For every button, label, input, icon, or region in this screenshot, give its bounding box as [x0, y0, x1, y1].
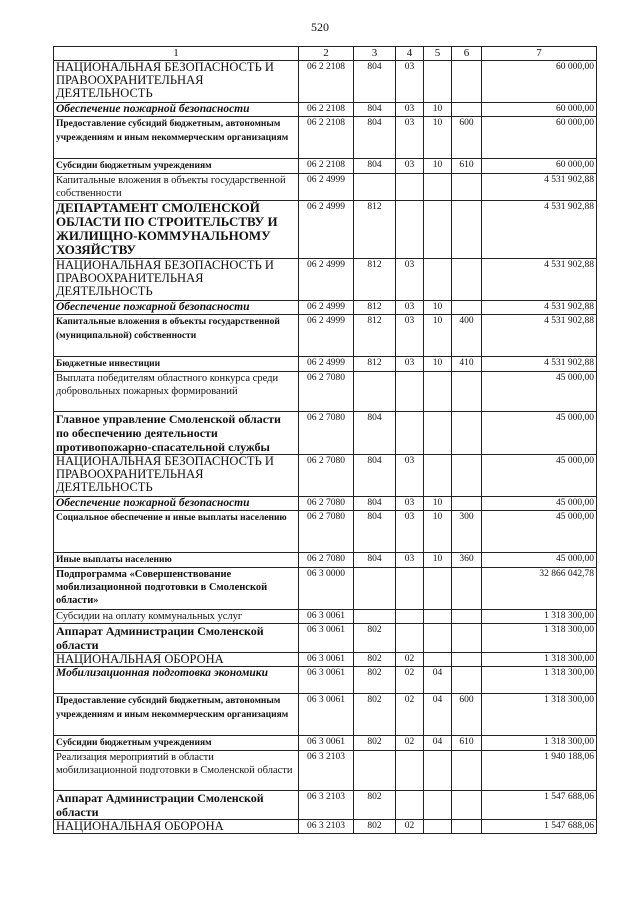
row-section-cell: [396, 201, 424, 259]
row-name-cell: Реализация мероприятий в области мобилизационной подготовки в Смоленской области: [54, 751, 299, 791]
row-subsection-cell: [424, 455, 452, 497]
row-subsection-cell: 10: [424, 497, 452, 511]
row-grbs-cell: 812: [354, 357, 396, 372]
row-subsection-cell: 10: [424, 553, 452, 568]
table-row: [54, 117, 597, 159]
row-grbs-cell: 812: [354, 301, 396, 315]
row-grbs-cell: [354, 610, 396, 624]
row-amount-cell: 32 866 042,78: [482, 568, 597, 610]
row-grbs-cell: 804: [354, 412, 396, 455]
row-expense-type-cell: [452, 751, 482, 791]
row-code-cell: 06 3 2103: [299, 791, 354, 820]
row-section-cell: [396, 610, 424, 624]
table-row: [54, 791, 597, 820]
row-expense-type-cell: [452, 103, 482, 117]
row-section-cell: [396, 791, 424, 820]
row-subsection-cell: [424, 624, 452, 653]
row-code-cell: 06 3 0061: [299, 667, 354, 694]
row-code-cell: 06 2 4999: [299, 357, 354, 372]
row-section-cell: 03: [396, 553, 424, 568]
row-grbs-cell: 804: [354, 117, 396, 159]
row-expense-type-cell: [452, 820, 482, 834]
row-subsection-cell: 10: [424, 315, 452, 357]
row-amount-cell: 1 318 300,00: [482, 736, 597, 751]
row-subsection-cell: [424, 174, 452, 201]
row-expense-type-cell: [452, 791, 482, 820]
table-row: [54, 610, 597, 624]
row-name-cell: Главное управление Смоленской области по обеспечению деятельности противопожарно-спасательной службы: [54, 412, 299, 455]
header-row: [54, 47, 597, 61]
row-amount-cell: 1 547 688,06: [482, 820, 597, 834]
row-expense-type-cell: 600: [452, 694, 482, 736]
row-name-cell: Капитальные вложения в объекты государственной (муниципальной) собственности: [54, 315, 299, 357]
table-row: [54, 568, 597, 610]
row-grbs-cell: 804: [354, 497, 396, 511]
row-subsection-cell: [424, 751, 452, 791]
row-code-cell: 06 2 7080: [299, 511, 354, 553]
row-subsection-cell: 10: [424, 159, 452, 174]
row-code-cell: 06 3 0061: [299, 736, 354, 751]
row-section-cell: 03: [396, 497, 424, 511]
row-amount-cell: 4 531 902,88: [482, 315, 597, 357]
row-grbs-cell: 804: [354, 511, 396, 553]
row-code-cell: 06 3 2103: [299, 820, 354, 834]
row-name-cell: Аппарат Администрации Смоленской области: [54, 791, 299, 820]
row-amount-cell: 45 000,00: [482, 412, 597, 455]
row-expense-type-cell: [452, 610, 482, 624]
row-code-cell: 06 2 7080: [299, 412, 354, 455]
table-row: [54, 497, 597, 511]
table-row: [54, 736, 597, 751]
row-grbs-cell: 812: [354, 259, 396, 301]
row-amount-cell: 4 531 902,88: [482, 301, 597, 315]
row-expense-type-cell: [452, 372, 482, 412]
table-row: [54, 174, 597, 201]
row-grbs-cell: 804: [354, 455, 396, 497]
row-expense-type-cell: [452, 201, 482, 259]
row-section-cell: 03: [396, 357, 424, 372]
row-name-cell: Предоставление субсидий бюджетным, автономным учреждениям и иным некоммерческим организациям: [54, 117, 299, 159]
row-grbs-cell: [354, 568, 396, 610]
table-row: [54, 653, 597, 667]
row-section-cell: 02: [396, 653, 424, 667]
row-expense-type-cell: [452, 624, 482, 653]
row-subsection-cell: [424, 568, 452, 610]
row-amount-cell: 4 531 902,88: [482, 259, 597, 301]
table-row: [54, 667, 597, 694]
row-name-cell: Бюджетные инвестиции: [54, 357, 299, 372]
row-grbs-cell: [354, 751, 396, 791]
row-expense-type-cell: [452, 61, 482, 103]
row-name-cell: Подпрограмма «Совершенствование мобилизационной подготовки в Смоленской области»: [54, 568, 299, 610]
row-name-cell: Выплата победителям областного конкурса среди добровольных пожарных формирований: [54, 372, 299, 412]
row-subsection-cell: 10: [424, 117, 452, 159]
row-subsection-cell: [424, 791, 452, 820]
row-code-cell: 06 3 0000: [299, 568, 354, 610]
row-amount-cell: 60 000,00: [482, 61, 597, 103]
row-expense-type-cell: 410: [452, 357, 482, 372]
row-expense-type-cell: [452, 497, 482, 511]
column-header-section: 4: [396, 47, 424, 61]
row-name-cell: Иные выплаты населению: [54, 553, 299, 568]
row-grbs-cell: 812: [354, 315, 396, 357]
table-row: [54, 412, 597, 455]
row-expense-type-cell: 360: [452, 553, 482, 568]
row-name-cell: НАЦИОНАЛЬНАЯ БЕЗОПАСНОСТЬ И ПРАВООХРАНИТЕЛЬНАЯ ДЕЯТЕЛЬНОСТЬ: [54, 455, 299, 497]
row-code-cell: 06 3 0061: [299, 694, 354, 736]
row-section-cell: [396, 372, 424, 412]
row-section-cell: 03: [396, 315, 424, 357]
row-name-cell: Аппарат Администрации Смоленской области: [54, 624, 299, 653]
row-grbs-cell: 802: [354, 624, 396, 653]
row-name-cell: Мобилизационная подготовка экономики: [54, 667, 299, 694]
row-amount-cell: 4 531 902,88: [482, 201, 597, 259]
row-name-cell: НАЦИОНАЛЬНАЯ ОБОРОНА: [54, 653, 299, 667]
row-subsection-cell: 04: [424, 694, 452, 736]
table-row: [54, 315, 597, 357]
row-section-cell: [396, 174, 424, 201]
row-section-cell: 03: [396, 103, 424, 117]
row-amount-cell: 45 000,00: [482, 372, 597, 412]
table-row: [54, 301, 597, 315]
row-expense-type-cell: 400: [452, 315, 482, 357]
column-header-subsection: 5: [424, 47, 452, 61]
table-row: [54, 553, 597, 568]
row-section-cell: [396, 751, 424, 791]
row-subsection-cell: 10: [424, 103, 452, 117]
row-name-cell: ДЕПАРТАМЕНТ СМОЛЕНСКОЙ ОБЛАСТИ ПО СТРОИТЕЛЬСТВУ И ЖИЛИЩНО-КОММУНАЛЬНОМУ ХОЗЯЙСТВУ: [54, 201, 299, 259]
table-row: [54, 201, 597, 259]
row-code-cell: 06 2 2108: [299, 61, 354, 103]
row-name-cell: Капитальные вложения в объекты государственной собственности: [54, 174, 299, 201]
row-expense-type-cell: 610: [452, 159, 482, 174]
row-grbs-cell: 802: [354, 694, 396, 736]
table-row: [54, 159, 597, 174]
row-grbs-cell: [354, 174, 396, 201]
row-subsection-cell: [424, 653, 452, 667]
row-amount-cell: 45 000,00: [482, 455, 597, 497]
row-code-cell: 06 2 7080: [299, 553, 354, 568]
row-code-cell: 06 2 4999: [299, 301, 354, 315]
table-row: [54, 103, 597, 117]
row-section-cell: 03: [396, 61, 424, 103]
column-header-amount: 7: [482, 47, 597, 61]
row-name-cell: Обеспечение пожарной безопасности: [54, 497, 299, 511]
row-code-cell: 06 2 2108: [299, 159, 354, 174]
row-subsection-cell: [424, 610, 452, 624]
row-amount-cell: 1 547 688,06: [482, 791, 597, 820]
row-expense-type-cell: 600: [452, 117, 482, 159]
page-number: 520: [311, 20, 329, 34]
row-code-cell: 06 3 0061: [299, 653, 354, 667]
row-expense-type-cell: 300: [452, 511, 482, 553]
column-header-grbs: 3: [354, 47, 396, 61]
row-amount-cell: 60 000,00: [482, 103, 597, 117]
row-section-cell: 02: [396, 736, 424, 751]
row-subsection-cell: [424, 201, 452, 259]
row-code-cell: 06 3 2103: [299, 751, 354, 791]
row-grbs-cell: 804: [354, 159, 396, 174]
table-row: [54, 259, 597, 301]
row-section-cell: 03: [396, 259, 424, 301]
row-subsection-cell: 04: [424, 667, 452, 694]
row-name-cell: НАЦИОНАЛЬНАЯ ОБОРОНА: [54, 820, 299, 834]
row-grbs-cell: [354, 372, 396, 412]
table-row: [54, 372, 597, 412]
row-code-cell: 06 2 4999: [299, 201, 354, 259]
table-row: [54, 694, 597, 736]
row-code-cell: 06 2 4999: [299, 259, 354, 301]
row-name-cell: Предоставление субсидий бюджетным, автономным учреждениям и иным некоммерческим организациям: [54, 694, 299, 736]
row-grbs-cell: 802: [354, 791, 396, 820]
row-name-cell: Субсидии бюджетным учреждениям: [54, 159, 299, 174]
row-amount-cell: 1 318 300,00: [482, 667, 597, 694]
table-row: [54, 455, 597, 497]
row-name-cell: НАЦИОНАЛЬНАЯ БЕЗОПАСНОСТЬ И ПРАВООХРАНИТЕЛЬНАЯ ДЕЯТЕЛЬНОСТЬ: [54, 61, 299, 103]
row-section-cell: 03: [396, 511, 424, 553]
row-grbs-cell: 802: [354, 667, 396, 694]
row-name-cell: Обеспечение пожарной безопасности: [54, 103, 299, 117]
row-code-cell: 06 2 2108: [299, 103, 354, 117]
row-section-cell: [396, 568, 424, 610]
column-header-name: 1: [54, 47, 299, 61]
row-expense-type-cell: 610: [452, 736, 482, 751]
table-row: [54, 820, 597, 834]
row-amount-cell: 60 000,00: [482, 117, 597, 159]
row-grbs-cell: 802: [354, 736, 396, 751]
row-section-cell: 03: [396, 455, 424, 497]
row-expense-type-cell: [452, 174, 482, 201]
row-subsection-cell: 10: [424, 301, 452, 315]
row-name-cell: Социальное обеспечение и иные выплаты населению: [54, 511, 299, 553]
row-code-cell: 06 3 0061: [299, 610, 354, 624]
row-name-cell: НАЦИОНАЛЬНАЯ БЕЗОПАСНОСТЬ И ПРАВООХРАНИТЕЛЬНАЯ ДЕЯТЕЛЬНОСТЬ: [54, 259, 299, 301]
row-code-cell: 06 2 4999: [299, 174, 354, 201]
row-expense-type-cell: [452, 301, 482, 315]
row-amount-cell: 1 318 300,00: [482, 653, 597, 667]
row-expense-type-cell: [452, 653, 482, 667]
row-amount-cell: 1 318 300,00: [482, 610, 597, 624]
row-amount-cell: 60 000,00: [482, 159, 597, 174]
row-name-cell: Субсидии бюджетным учреждениям: [54, 736, 299, 751]
row-subsection-cell: [424, 820, 452, 834]
table-row: [54, 61, 597, 103]
row-amount-cell: 4 531 902,88: [482, 174, 597, 201]
row-code-cell: 06 2 2108: [299, 117, 354, 159]
column-header-code: 2: [299, 47, 354, 61]
row-code-cell: 06 2 7080: [299, 455, 354, 497]
row-amount-cell: 45 000,00: [482, 497, 597, 511]
row-expense-type-cell: [452, 667, 482, 694]
row-subsection-cell: [424, 412, 452, 455]
row-grbs-cell: 804: [354, 103, 396, 117]
row-grbs-cell: 802: [354, 653, 396, 667]
row-amount-cell: 45 000,00: [482, 553, 597, 568]
row-expense-type-cell: [452, 259, 482, 301]
row-section-cell: 03: [396, 159, 424, 174]
row-code-cell: 06 2 7080: [299, 372, 354, 412]
table-row: [54, 511, 597, 553]
row-subsection-cell: [424, 372, 452, 412]
row-section-cell: 02: [396, 667, 424, 694]
row-grbs-cell: 812: [354, 201, 396, 259]
row-amount-cell: 4 531 902,88: [482, 357, 597, 372]
table-row: [54, 751, 597, 791]
row-subsection-cell: [424, 259, 452, 301]
row-section-cell: [396, 412, 424, 455]
row-amount-cell: 45 000,00: [482, 511, 597, 553]
row-code-cell: 06 2 7080: [299, 497, 354, 511]
row-subsection-cell: 10: [424, 511, 452, 553]
row-section-cell: [396, 624, 424, 653]
table-row: [54, 357, 597, 372]
budget-table: [53, 46, 597, 834]
row-amount-cell: 1 318 300,00: [482, 624, 597, 653]
row-name-cell: Обеспечение пожарной безопасности: [54, 301, 299, 315]
row-grbs-cell: 804: [354, 61, 396, 103]
row-code-cell: 06 3 0061: [299, 624, 354, 653]
table-row: [54, 624, 597, 653]
row-subsection-cell: [424, 61, 452, 103]
row-amount-cell: 1 940 188,06: [482, 751, 597, 791]
row-grbs-cell: 804: [354, 553, 396, 568]
row-expense-type-cell: [452, 568, 482, 610]
row-section-cell: 03: [396, 301, 424, 315]
row-name-cell: Субсидии на оплату коммунальных услуг: [54, 610, 299, 624]
row-subsection-cell: 10: [424, 357, 452, 372]
row-grbs-cell: 802: [354, 820, 396, 834]
row-subsection-cell: 04: [424, 736, 452, 751]
row-section-cell: 03: [396, 117, 424, 159]
row-expense-type-cell: [452, 455, 482, 497]
row-code-cell: 06 2 4999: [299, 315, 354, 357]
row-section-cell: 02: [396, 820, 424, 834]
row-section-cell: 02: [396, 694, 424, 736]
row-amount-cell: 1 318 300,00: [482, 694, 597, 736]
column-header-expense-type: 6: [452, 47, 482, 61]
row-expense-type-cell: [452, 412, 482, 455]
